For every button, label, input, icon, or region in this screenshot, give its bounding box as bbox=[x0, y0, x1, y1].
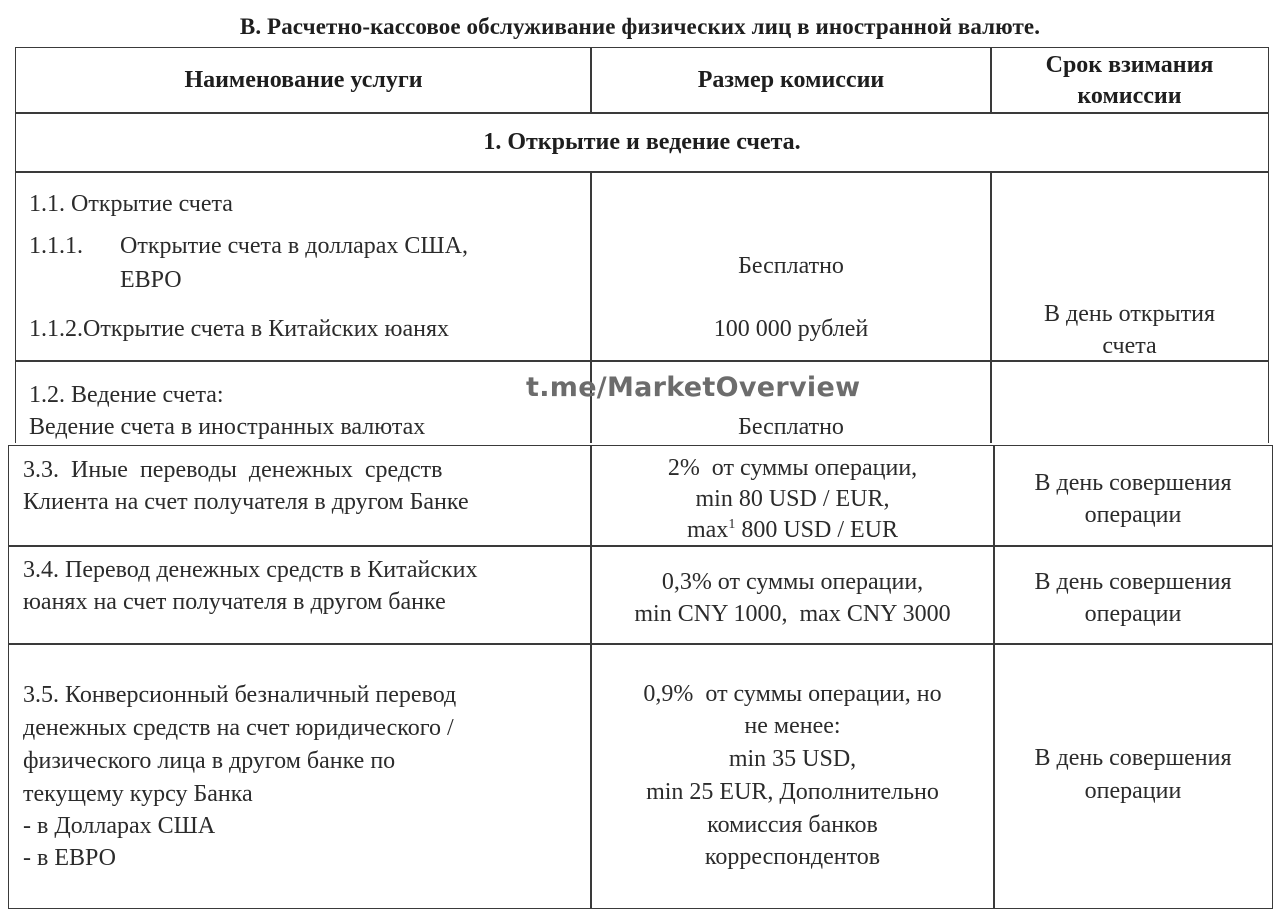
row-3-3-term-line2: операции bbox=[1084, 502, 1182, 528]
section-1-title: 1. Открытие и ведение счета. bbox=[483, 129, 801, 155]
header-fee: Размер комиссии bbox=[697, 67, 885, 93]
header-cell-service bbox=[15, 47, 592, 114]
header-service: Наименование услуги bbox=[184, 67, 423, 93]
row-3-3-term-line1: В день совершения bbox=[1034, 470, 1232, 496]
row-3-4-line2: юанях на счет получателя в другом банке bbox=[23, 589, 446, 615]
row-1-2-text: Ведение счета в иностранных валютах bbox=[29, 414, 426, 440]
commission-table-bottom bbox=[0, 443, 1280, 914]
row-1-2-term bbox=[990, 360, 1269, 450]
row-3-3-line2: Клиента на счет получателя в другом Банке bbox=[23, 489, 469, 515]
row-3-3-fee bbox=[590, 445, 995, 547]
row-3-3-fee-line1: 2% от суммы операции, bbox=[667, 455, 918, 481]
row-3-5-term-line2: операции bbox=[1084, 778, 1182, 804]
header-term-line1: Срок взимания bbox=[1045, 52, 1214, 78]
row-3-3-service bbox=[8, 445, 592, 547]
row-1-1-fee-free: Бесплатно bbox=[738, 253, 844, 279]
row-1-2-service bbox=[15, 360, 592, 450]
row-3-5-line1: 3.5. Конверсионный безналичный перевод bbox=[23, 682, 457, 708]
row-3-4-term-line2: операции bbox=[1084, 601, 1182, 627]
row-1-1-service bbox=[15, 171, 592, 362]
row-3-5-line3: физического лица в другом банке по bbox=[23, 748, 396, 774]
row-3-4-fee-line1: 0,3% от суммы операции, bbox=[661, 569, 924, 595]
watermark: t.me/MarketOverview bbox=[526, 372, 861, 403]
row-3-5-service bbox=[8, 643, 592, 909]
row-1-1-fee bbox=[590, 171, 992, 362]
section-row-1 bbox=[15, 112, 1269, 173]
row-3-5-line5: - в Долларах США bbox=[23, 813, 216, 839]
row-1-1-1-number: 1.1.1. bbox=[29, 233, 83, 259]
row-3-5-fee-line3: min 35 USD, bbox=[728, 746, 857, 772]
row-3-5-line2: денежных средств на счет юридического / bbox=[23, 715, 454, 741]
row-1-2-title: 1.2. Ведение счета: bbox=[29, 382, 224, 408]
row-3-3-term bbox=[993, 445, 1273, 547]
document-title-text: В. Расчетно-кассовое обслуживание физических лиц в иностранной валюте. bbox=[239, 14, 1041, 39]
row-3-4-fee bbox=[590, 545, 995, 645]
row-3-5-fee bbox=[590, 643, 995, 909]
row-3-5-line4: текущему курсу Банка bbox=[23, 781, 253, 807]
header-cell-fee bbox=[590, 47, 992, 114]
row-1-2-fee-free: Бесплатно bbox=[738, 414, 844, 440]
document-title bbox=[0, 14, 1280, 40]
row-3-3-fee-max-value: 800 USD / EUR bbox=[735, 517, 898, 543]
row-1-1-term-line1: В день открытия bbox=[1044, 301, 1215, 327]
row-3-5-fee-line6: корреспондентов bbox=[704, 844, 881, 870]
row-3-5-term-line1: В день совершения bbox=[1034, 745, 1232, 771]
footnote-marker: 1 bbox=[728, 517, 736, 532]
row-3-5-line6: - в ЕВРО bbox=[23, 845, 116, 871]
row-3-3-fee-line3 bbox=[591, 514, 994, 546]
row-1-1-1-text-cont: ЕВРО bbox=[120, 267, 182, 293]
row-3-5-fee-line4: min 25 EUR, Дополнительно bbox=[646, 779, 939, 805]
row-3-5-fee-line1: 0,9% от суммы операции, но bbox=[643, 681, 942, 707]
row-3-4-line1: 3.4. Перевод денежных средств в Китайских bbox=[23, 557, 478, 583]
row-3-4-term bbox=[993, 545, 1273, 645]
row-1-1-line: 1.1. Открытие счета bbox=[29, 191, 233, 217]
row-3-4-term-line1: В день совершения bbox=[1034, 569, 1232, 595]
header-term-line2: комиссии bbox=[1077, 83, 1182, 109]
row-3-5-fee-line2: не менее: bbox=[744, 713, 841, 739]
row-1-1-term bbox=[990, 171, 1269, 362]
row-1-1-1-text: Открытие счета в долларах США, bbox=[120, 233, 468, 259]
row-3-4-service bbox=[8, 545, 592, 645]
row-1-1-term-line2: счета bbox=[1102, 333, 1157, 359]
row-3-5-fee-line5: комиссия банков bbox=[707, 812, 878, 838]
row-1-1-fee-cny: 100 000 рублей bbox=[713, 316, 869, 342]
row-3-3-fee-max: max bbox=[686, 517, 729, 543]
header-cell-term bbox=[990, 47, 1269, 114]
row-3-3-line1: 3.3. Иные переводы денежных средств bbox=[23, 457, 443, 483]
row-3-4-fee-line2: min CNY 1000, max CNY 3000 bbox=[634, 601, 951, 627]
row-3-5-term bbox=[993, 643, 1273, 909]
row-1-1-2-text: 1.1.2.Открытие счета в Китайских юанях bbox=[29, 316, 449, 342]
row-3-3-fee-line2: min 80 USD / EUR, bbox=[695, 486, 890, 512]
